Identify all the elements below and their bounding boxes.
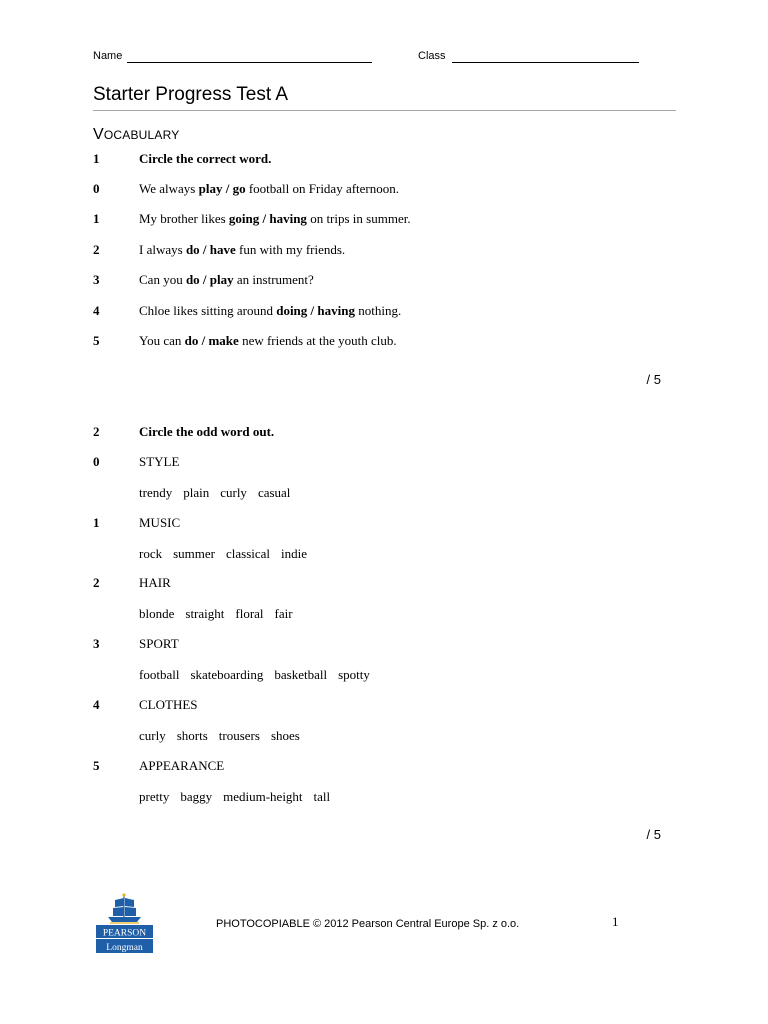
sentence-text: You can <box>139 333 185 348</box>
sentence-text: I always <box>139 241 186 257</box>
exercise-1-item-sentence <box>139 181 399 197</box>
option-word[interactable]: shorts <box>176 727 208 743</box>
section-heading-initial: V <box>93 126 104 143</box>
section-heading-rest: OCABULARY <box>103 128 180 142</box>
option-word[interactable]: spotty <box>338 667 370 683</box>
exercise-2-category: MUSIC <box>139 514 181 530</box>
option-word[interactable]: plain <box>183 485 210 500</box>
exercise-1-instruction: Circle the correct word. <box>139 151 272 166</box>
exercise-1-item-number: 1 <box>93 211 100 227</box>
option-word[interactable]: casual <box>257 485 291 500</box>
page-number: 1 <box>612 914 619 929</box>
exercise-2-instruction: Circle the odd word out. <box>139 424 275 439</box>
exercise-2-number: 2 <box>93 424 100 439</box>
exercise-2-item-number: 2 <box>93 575 100 591</box>
exercise-2-options <box>139 667 381 683</box>
option-word[interactable]: curly <box>220 485 247 500</box>
logo-text-longman: Longman <box>106 943 143 953</box>
option-word[interactable]: indie <box>281 545 308 561</box>
exercise-1-number: 1 <box>93 151 100 166</box>
class-field-line[interactable] <box>452 62 639 63</box>
exercise-1-item-sentence <box>139 303 401 319</box>
logo-text-pearson: PEARSON <box>102 928 147 939</box>
exercise-2-category: SPORT <box>139 636 179 652</box>
option-word[interactable]: shoes <box>270 727 300 743</box>
sentence-text: fun with my friends. <box>235 241 346 257</box>
exercise-1-item-sentence <box>139 242 345 258</box>
option-word[interactable]: trousers <box>218 727 260 743</box>
sentence-text: football on Friday afternoon. <box>245 181 400 196</box>
exercise-2-category: HAIR <box>139 575 171 591</box>
sentence-text: an instrument? <box>233 272 314 288</box>
footer-copyright: PHOTOCOPIABLE © 2012 Pearson Central Europe Sp. z o.o. <box>216 918 520 930</box>
exercise-1-score: / 5 <box>646 372 661 387</box>
exercise-1-item-number: 2 <box>93 241 100 257</box>
pearson-longman-logo <box>96 892 153 954</box>
sentence-text: My brother likes <box>139 211 229 227</box>
exercise-1-item-sentence <box>139 211 411 227</box>
sentence-text: Chloe likes sitting around <box>139 302 277 318</box>
class-label: Class <box>418 50 446 62</box>
exercise-2-category: APPEARANCE <box>139 757 225 773</box>
option-word[interactable]: rock <box>139 545 163 561</box>
exercise-2-options <box>139 606 304 622</box>
option-word[interactable]: basketball <box>274 667 328 683</box>
sentence-text: Can you <box>139 272 186 288</box>
exercise-2-item-number: 5 <box>93 757 100 773</box>
option-word[interactable]: pretty <box>139 788 170 804</box>
option-word[interactable]: summer <box>173 545 215 561</box>
exercise-2-category: CLOTHES <box>139 696 198 712</box>
exercise-2-item-number: 4 <box>93 696 100 712</box>
option-word[interactable]: blonde <box>139 606 175 622</box>
sentence-text: We always <box>139 181 199 196</box>
exercise-2-item-number: 0 <box>93 454 100 469</box>
name-field-line[interactable] <box>127 62 372 63</box>
option-word[interactable]: straight <box>185 606 225 622</box>
word-choice[interactable]: do / have <box>185 241 236 257</box>
sentence-text: on trips in summer. <box>306 211 411 227</box>
word-choice[interactable]: do / play <box>185 272 234 288</box>
exercise-1-item-number: 4 <box>93 302 100 318</box>
exercise-2-category: STYLE <box>139 454 180 469</box>
option-word[interactable]: baggy <box>180 788 213 804</box>
title-divider <box>93 110 676 111</box>
option-word[interactable]: medium-height <box>223 788 303 804</box>
option-word[interactable]: fair <box>274 606 293 622</box>
sentence-text: new friends at the youth club. <box>238 333 397 348</box>
exercise-2-item-number: 3 <box>93 636 100 652</box>
exercise-2-score: / 5 <box>646 827 661 842</box>
option-word[interactable]: floral <box>235 606 264 622</box>
option-word[interactable]: curly <box>139 727 166 743</box>
word-choice[interactable]: play / go <box>198 181 246 196</box>
exercise-1-item-sentence <box>139 333 397 349</box>
option-word[interactable]: tall <box>313 788 331 804</box>
exercise-2-item-number: 1 <box>93 514 100 530</box>
exercise-1-item-number: 3 <box>93 272 100 288</box>
option-word[interactable]: skateboarding <box>190 667 264 683</box>
exercise-2-options <box>139 546 318 562</box>
sentence-text: nothing. <box>354 302 402 318</box>
section-heading <box>93 126 179 144</box>
word-choice[interactable]: do / make <box>184 333 239 348</box>
option-word[interactable]: football <box>139 667 180 683</box>
option-word[interactable]: classical <box>226 545 271 561</box>
exercise-1-item-number: 5 <box>93 333 100 348</box>
page-title: Starter Progress Test A <box>93 84 289 105</box>
exercise-2-options <box>139 485 301 501</box>
exercise-2-options <box>139 789 341 805</box>
exercise-1-item-number: 0 <box>93 181 100 196</box>
exercise-1-item-sentence <box>139 272 314 288</box>
option-word[interactable]: trendy <box>139 485 173 500</box>
word-choice[interactable]: doing / having <box>276 302 355 318</box>
word-choice[interactable]: going / having <box>228 211 307 227</box>
name-label: Name <box>93 50 123 62</box>
exercise-2-options <box>139 728 311 744</box>
